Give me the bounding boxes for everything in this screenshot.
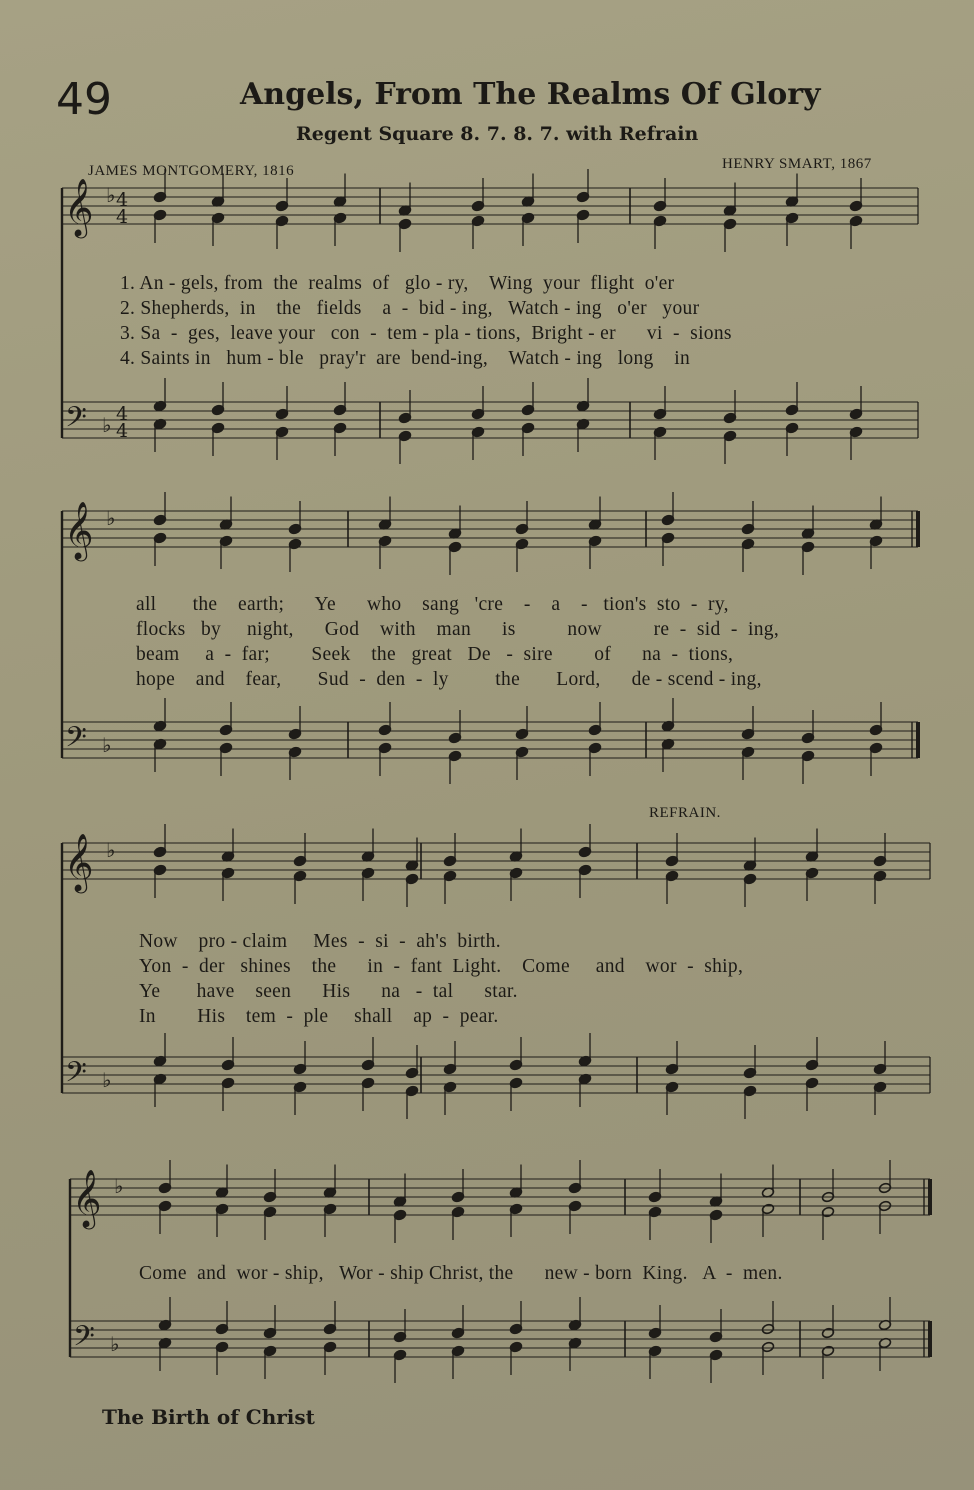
flat-sign: ♭ [106, 183, 116, 207]
bass-clef: 𝄢 [65, 721, 87, 761]
flat-sign: ♭ [114, 1174, 124, 1198]
flat-sign: ♭ [106, 838, 116, 862]
lyric-line: Yon - der shines the in - fant Light. Come and wor - ship, [139, 956, 744, 977]
time-signature: 4 [116, 420, 129, 442]
time-signature: 4 [116, 403, 129, 425]
time-signature: 4 [116, 206, 129, 228]
treble-clef: 𝄞 [64, 501, 94, 559]
treble-clef: 𝄞 [64, 833, 94, 891]
flat-sign: ♭ [110, 1332, 120, 1356]
lyric-line: 3. Sa - ges, leave your con - tem - pla - tions, Bright - er vi - sions [120, 323, 732, 344]
section-footer: The Birth of Christ [102, 1405, 315, 1429]
flat-sign: ♭ [102, 733, 112, 757]
lyric-line: Now pro - claim Mes - si - ah's birth. [139, 931, 501, 952]
refrain-label: REFRAIN. [649, 805, 721, 821]
lyric-line: 2. Shepherds, in the fields a - bid - ing, Watch - ing o'er your [120, 298, 700, 319]
lyric-line: In His tem - ple shall ap - pear. [139, 1006, 499, 1027]
flat-sign: ♭ [102, 1068, 112, 1092]
lyricist-credit: JAMES MONTGOMERY, 1816 [88, 163, 295, 179]
treble-clef: 𝄞 [64, 178, 94, 236]
lyric-line: all the earth; Ye who sang 'cre - a - tion's sto - ry, [136, 594, 729, 615]
lyric-line: 1. An - gels, from the realms of glo - ry, Wing your flight o'er [120, 273, 675, 294]
composer-credit: HENRY SMART, 1867 [722, 156, 872, 172]
bass-clef: 𝄢 [65, 1056, 87, 1096]
lyric-line: 4. Saints in hum - ble pray'r are bend-ing, Watch - ing long in [120, 348, 691, 369]
tune-meter-line: Regent Square 8. 7. 8. 7. with Refrain [296, 123, 699, 145]
time-signature: 4 [116, 189, 129, 211]
treble-clef: 𝄞 [72, 1169, 102, 1227]
hymn-number: 49 [56, 74, 112, 125]
bass-clef: 𝄢 [65, 401, 87, 441]
hymn-title: Angels, From The Realms Of Glory [240, 77, 821, 112]
lyric-line: Come and wor - ship, Wor - ship Christ, the new - born King. A - men. [139, 1263, 783, 1284]
flat-sign: ♭ [102, 413, 112, 437]
bass-clef: 𝄢 [73, 1320, 95, 1360]
flat-sign: ♭ [106, 506, 116, 530]
lyric-line: Ye have seen His na - tal star. [139, 981, 518, 1002]
lyric-line: beam a - far; Seek the great De - sire of na - tions, [136, 644, 734, 665]
lyric-line: flocks by night, God with man is now re - sid - ing, [136, 619, 780, 640]
lyric-line: hope and fear, Sud - den - ly the Lord, de - scend - ing, [136, 669, 762, 690]
